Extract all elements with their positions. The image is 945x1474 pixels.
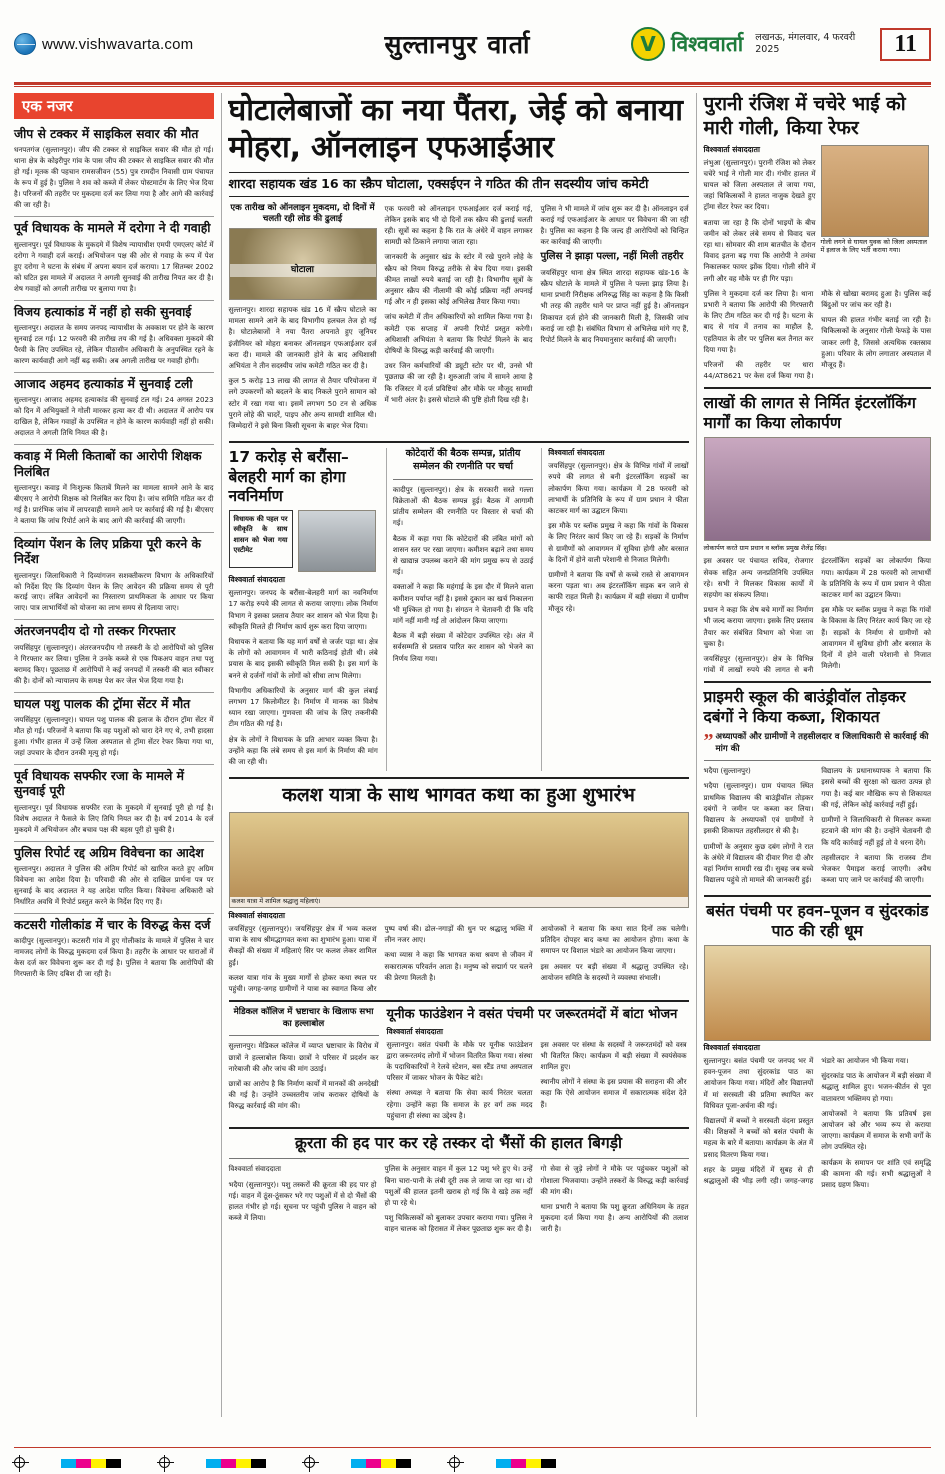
story-paragraph: सुंदरकांड पाठ के आयोजन में बड़ी संख्या में श्रद्धालु शामिल हुए। भजन-कीर्तन से पूरा वातावरण भक्तिमय हो गया। — [821, 1071, 931, 1103]
lokarpan-photo — [704, 437, 931, 541]
story-paragraph: कार्यक्रम के समापन पर शांति एवं समृद्धि की कामना की गई। सभी श्रद्धालुओं ने प्रसाद ग्रहण किया। — [821, 1157, 931, 1190]
story-paragraph: गो सेवा से जुड़े लोगों ने मौके पर पहुंचकर पशुओं को गोशाला भिजवाया। उन्होंने तस्करों के विरुद्ध कड़ी कार्रवाई की मांग की। — [540, 1164, 689, 1196]
brief-text: जयसिंहपुर (सुल्तानपुर)। अंतरजनपदीय गो तस्करी के दो आरोपियों को पुलिस ने गिरफ्तार कर लिया। पुलिस ने उनके कब्जे से एक पिकअप वाहन तथा पशु बरामद किए। पूछताछ में आरोपियों ने कई जनपदों में तस्करी की बात स्वीकार की है। दोनों को न्यायालय के समक्ष पेश कर जेल भेज दिया गया है। — [14, 642, 214, 685]
list-item[interactable] — [14, 620, 214, 692]
story-paragraph: भदैया (सुल्तानपुर)। ग्राम पंचायत स्थित प्राथमिक विद्यालय की बाउंड्रीवॉल तोड़कर दबंगों ने जमीन पर कब्जा कर लिया। विद्यालय के अध्यापकों एवं ग्रामीणों ने इसकी शिकायत तहसीलदार से की है। — [703, 781, 814, 836]
byline: विश्ववार्ता संवाददाता — [703, 1043, 760, 1053]
divider — [704, 760, 931, 761]
story-paragraph: विद्यालयों में बच्चों ने सरस्वती वंदना प्रस्तुत की। शिक्षकों ने बच्चों को बसंत पंचमी के महत्व के बारे में बताया। कार्यक्रम के अंत में प्रसाद वितरण किया गया। — [703, 1116, 814, 1159]
byline: भदैया (सुल्तानपुर) — [703, 766, 751, 776]
lead-paragraph: पुलिस ने भी मामले में जांच शुरू कर दी है। ऑनलाइन दर्ज कराई गई एफआईआर के आधार पर विवेचना की जा रही है। पुलिस का कहना है कि जल्द ही आरोपियों को चिन्हित कर कार्रवाई की जाएगी। — [540, 203, 689, 247]
list-item[interactable] — [14, 301, 214, 373]
story-paragraph: ग्रामीणों ने बताया कि वर्षों से कच्चे रास्ते से आवागमन करना पड़ता था। अब इंटरलॉकिंग सड़क बन जाने से काफी राहत मिली है। कार्यक्रम में बड़ी संख्या में ग्रामीण मौजूद रहे। — [548, 569, 689, 613]
photo-caption: गोली लगने से घायल युवक को जिला अस्पताल में इलाज के लिए भर्ती कराया गया। — [820, 237, 928, 254]
story-paragraph: बैठक में कहा गया कि कोटेदारों की लंबित मांगों को शासन स्तर पर रखा जाएगा। कमीशन बढ़ाने तथा समय से खाद्यान्न उपलब्ध कराने की मांग प्रमुख रूप से उठाई गई। — [392, 533, 534, 577]
inset-title: एक तारीख को ऑनलाइन मुकदमा, दो दिनों में चलती रही लोड की ढुलाई — [230, 202, 375, 224]
lead-sub-heading: पुलिस ने झाड़ा पल्ला, नहीं मिली तहरीर — [540, 251, 684, 263]
story-paragraph: बताया जा रहा है कि दोनों भाइयों के बीच जमीन को लेकर लंबे समय से विवाद चल रहा था। सोमवार की शाम बातचीत के दौरान विवाद इतना बढ़ गया कि आरोपी ने तमंचा निकालकर फायर झोंक दिया। गोली सीने में लगी और वह मौके पर ही गिर पड़ा। — [703, 217, 816, 283]
lead-paragraph: उधर जिन कर्मचारियों की ड्यूटी स्टोर पर थी, उनसे भी पूछताछ की जा रही है। शुरुआती जांच में सामने आया है कि रजिस्टर में दर्ज प्रविष्टियां और मौके पर मौजूद सामग्री में भारी अंतर है। इससे घोटाले की पुष्टि होती दिख रही है। — [384, 361, 533, 404]
story-paragraph: कादीपुर (सुल्तानपुर)। क्षेत्र के सरकारी सस्ते गल्ला विक्रेताओं की बैठक सम्पन्न हुई। बैठक में आगामी प्रांतीय सम्मेलन की रणनीति पर विस्तार से चर्चा की गई। — [392, 484, 534, 528]
story-paragraph: लंभुआ (सुल्तानपुर)। पुरानी रंजिश को लेकर चचेरे भाई ने गोली मार दी। गंभीर हालत में घायल को जिला अस्पताल ले जाया गया, जहां चिकित्सकों ने हालत नाजुक देखते हुए ट्रॉमा सेंटर रेफर कर दिया। — [703, 157, 816, 212]
story-paragraph: क्षेत्र के लोगों ने विधायक के प्रति आभार व्यक्त किया है। उन्होंने कहा कि लंबे समय से इस मार्ग के निर्माण की मांग की जा रही थी। — [228, 734, 378, 767]
color-bar-magenta — [366, 1459, 381, 1468]
story-paragraph: परिजनों की तहरीर पर धारा 44/AT8621 पर केस दर्ज किया गया है। मौके से खोखा बरामद हुआ है। पुलिस कई बिंदुओं पर जांच कर रही है। — [703, 288, 931, 381]
print-registration-footer — [0, 1444, 945, 1474]
globe-icon — [14, 33, 36, 55]
pull-quote: ” अध्यापकों और ग्रामीणों ने तहसीलदार व जिलाधिकारी से कार्रवाई की मांग की — [704, 731, 931, 755]
photo-caption: कलश यात्रा में शामिल श्रद्धालु महिलाएं। — [230, 897, 688, 907]
byline: विश्ववार्ता संवाददाता — [228, 911, 285, 921]
color-bar-magenta — [221, 1459, 236, 1468]
page-title: घोटालेबाजों का नया पैंतरा, जेई को बनाया मोहरा, ऑनलाइन एफआईआर — [228, 93, 683, 165]
story-paragraph: कलश यात्रा गांव के मुख्य मार्गों से होकर कथा स्थल पर पहुंची। जगह-जगह ग्रामीणों ने यात्रा का स्वागत किया और पुष्प वर्षा की। ढोल-नगाड़ों की धुन पर श्रद्धालु भक्ति में लीन नजर आए। — [228, 924, 533, 994]
brief-heading: पूर्व विधायक के मामले में दरोगा ने दी गवाही — [14, 221, 211, 236]
story-bhandara — [387, 1007, 687, 1121]
color-bar-black — [396, 1459, 411, 1468]
story-headline: कलश यात्रा के साथ भागवत कथा का हुआ शुभारंभ — [282, 784, 635, 807]
list-item[interactable] — [14, 373, 214, 445]
brief-text: सुल्तानपुर। अदालत ने पुलिस की अंतिम रिपोर्ट को खारिज करते हुए अग्रिम विवेचना का आदेश दिया है। परिवादी की ओर से दाखिल प्रार्थना पत्र पर सुनवाई के बाद अदालत ने यह आदेश पारित किया। विवेचना अधिकारी को निर्धारित अवधि में रिपोर्ट प्रस्तुत करने के निर्देश दिए गए हैं। — [14, 864, 214, 907]
registration-mark-icon — [304, 1457, 315, 1468]
byline: विश्ववार्ता संवाददाता — [548, 448, 605, 458]
story-paragraph: सुल्तानपुर। मेडिकल कॉलेज में व्याप्त भ्रष्टाचार के विरोध में छात्रों ने हल्लाबोल किया। छात्रों ने परिसर में प्रदर्शन कर नारेबाजी की और जांच की मांग उठाई। — [228, 1041, 379, 1073]
story-paragraph: सुल्तानपुर। वसंत पंचमी के मौके पर यूनीक फाउंडेशन द्वारा जरूरतमंद लोगों में भोजन वितरित किया गया। संस्था के पदाधिकारियों ने रेलवे स्टेशन, बस स्टैंड तथा अस्पताल परिसर में जाकर भोजन के पैकेट बांटे। — [386, 1039, 533, 1083]
lead-subhead: शारदा सहायक खंड 16 का स्क्रैप घोटाला, एक्सईएन ने गठित की तीन सदस्यीय जांच कमेटी — [229, 172, 689, 196]
story-baithak — [386, 448, 533, 771]
story-medical — [229, 1007, 379, 1121]
story-lokarpan — [704, 394, 931, 675]
edition-meta: लखनऊ, मंगलवार, 4 फरवरी 2025 — [755, 31, 856, 55]
second-row — [229, 448, 689, 771]
lead-story — [229, 93, 689, 435]
story-paragraph: जयसिंहपुर (सुल्तानपुर)। क्षेत्र के विभिन्न गांवों में लाखों रुपये की लागत से बनी इंटरलॉकिंग सड़कों का लोकार्पण किया गया। कार्यक्रम में 28 फरवरी को लाभार्थी के प्रतिनिधि के रूप में ग्राम प्रधान ने फीता काटकर मार्ग का उद्घाटन किया। — [548, 461, 689, 515]
registration-mark-icon — [449, 1457, 460, 1468]
story-marg — [229, 448, 378, 771]
divider — [393, 479, 533, 480]
story-paragraph: स्थानीय लोगों ने संस्था के इस प्रयास की सराहना की और कहा कि ऐसे आयोजन समाज में सकारात्मक संदेश देते हैं। — [540, 1077, 687, 1109]
brief-text: जयसिंहपुर (सुल्तानपुर)। घायल पशु पालक की इलाज के दौरान ट्रॉमा सेंटर में मौत हो गई। परिजनों ने बताया कि वह पशुओं को चारा देने गए थे, तभी हादसा हुआ। गंभीर हालत में उन्हें जिला अस्पताल से ट्रॉमा सेंटर रेफर किया गया था, जहां उपचार के दौरान उनकी मृत्यु हो गई। — [14, 715, 214, 758]
brief-text: कादीपुर (सुल्तानपुर)। कटसरी गांव में हुए गोलीकांड के मामले में पुलिस ने चार नामजद लोगों के विरुद्ध मुकदमा दर्ज किया है। तहरीर के आधार पर धाराओं में केस दर्ज कर विवेचना शुरू कर दी गई है। पुलिस ने बताया कि आरोपियों की गिरफ्तारी के लिए दबिश दी जा रही है। — [14, 936, 214, 979]
divider — [229, 1158, 689, 1159]
story-kalash — [229, 784, 689, 994]
publication-logo — [631, 27, 743, 61]
story-note: विधायक की पहल पर स्वीकृति के साथ शासन को भेजा गया एस्टीमेट — [229, 510, 293, 568]
masthead-left — [14, 33, 284, 55]
story-headline: बसंत पंचमी पर हवन–पूजन व सुंदरकांड पाठ की रही धूम — [706, 902, 929, 940]
story-paragraph: छात्रों का आरोप है कि निर्माण कार्यों में मानकों की अनदेखी की गई है। उन्होंने उच्चस्तरीय जांच कराकर दोषियों के विरुद्ध कार्रवाई की मांग की। — [228, 1079, 379, 1111]
list-item[interactable] — [14, 533, 214, 621]
byline: विश्ववार्ता संवाददाता — [703, 144, 760, 154]
story-bhains — [229, 1134, 689, 1235]
list-item[interactable] — [14, 445, 214, 533]
masthead — [0, 0, 945, 82]
brief-heading: पूर्व विधायक सफ्फीर रजा के मामले में सुनवाई पूरी — [14, 769, 185, 799]
story-paragraph: पुलिस ने मुकदमा दर्ज कर लिया है। थाना प्रभारी ने बताया कि आरोपी की गिरफ्तारी के लिए टीम गठित कर दी गई है। घटना के बाद से गांव में तनाव का माहौल है, एहतियात के तौर पर पुलिस बल तैनात कर दिया गया है। — [703, 288, 814, 354]
story-paragraph: इस अवसर पर संस्था के सदस्यों ने जरूरतमंदों को वस्त्र भी वितरित किए। कार्यक्रम में बड़ी संख्या में स्वयंसेवक शामिल हुए। — [540, 1039, 687, 1071]
mla-portrait-photo — [298, 510, 376, 572]
story-paragraph: संस्था अध्यक्ष ने बताया कि सेवा कार्य निरंतर चलता रहेगा। उन्होंने कहा कि समाज के हर वर्ग तक मदद पहुंचाना ही संस्था का उद्देश्य है। — [386, 1088, 533, 1120]
story-headline: लाखों की लागत से निर्मित इंटरलॉकिंग मार्गों का किया लोकार्पण — [703, 394, 916, 432]
logo-title: विश्ववार्ता — [671, 31, 744, 56]
lead-paragraph: जयसिंहपुर थाना क्षेत्र स्थित शारदा सहायक खंड-16 के स्क्रैप घोटाले के मामले में पुलिस ने पल्ला झाड़ लिया है। थाना प्रभारी निरीक्षक अनिरुद्ध सिंह का कहना है कि किसी भी तरह की तहरीर थाने पर प्राप्त नहीं हुई है। ऑनलाइन शिकायत दर्ज होने की जानकारी मिली है, जिसकी जांच कराई जा रही है। संबंधित विभाग से अभिलेख मांगे गए हैं, रिपोर्ट मिलने के बाद नियमानुसार कार्रवाई की जाएगी। — [540, 267, 689, 345]
ek-nazar-column — [14, 93, 214, 1417]
story-headline: 17 करोड़ से बरौंसा–बेलहरी मार्ग का होगा नवनिर्माण — [228, 448, 349, 505]
brief-text: सुल्तानपुर। अदालत के समय जनपद न्यायाधीश के अवकाश पर होने के कारण सुनवाई टल गई। 12 फरवरी की तारीख तय की गई है। अधिवक्ता मुकदमे की पैरवी के लिए उपस्थित रहे, लेकिन पीठासीन अधिकारी के अनुपस्थित रहने के कारण कार्यवाही आगे नहीं बढ़ सकी। अब अगली तारीख पर गवाही होगी। — [14, 322, 214, 365]
story-headline: क्रूरता की हद पार कर रहे तस्कर दो भैंसों की हालत बिगड़ी — [295, 1133, 622, 1152]
masthead-center — [284, 27, 631, 61]
color-bar-yellow — [236, 1459, 251, 1468]
story-paragraph: विधायक ने बताया कि यह मार्ग वर्षों से जर्जर पड़ा था। क्षेत्र के लोगों को आवागमन में भारी कठिनाई होती थी। लंबे प्रयास के बाद इसकी स्वीकृति मिल सकी है। इस मार्ग के बनने से दर्जनों गांवों के लोगों को सीधा लाभ मिलेगा। — [228, 637, 378, 680]
registration-mark-icon — [159, 1457, 170, 1468]
list-item[interactable] — [14, 217, 214, 300]
story-paragraph: कथा व्यास ने कहा कि भागवत कथा श्रवण से जीवन में सकारात्मक परिवर्तन आता है। मनुष्य को सद्मार्ग पर चलने की प्रेरणा मिलती है। — [384, 950, 533, 982]
story-paragraph: इस मौके पर ब्लॉक प्रमुख ने कहा कि गांवों के विकास के लिए निरंतर कार्य किए जा रहे हैं। सड़कों के निर्माण से ग्रामीणों को आवागमन में सुविधा होगी और बरसात के दिनों में होने वाली परेशानी से निजात मिलेगी। — [548, 521, 689, 564]
color-bar-cyan — [206, 1459, 221, 1468]
story-paragraph: ग्रामीणों ने जिलाधिकारी से मिलकर कब्जा हटवाने की मांग की है। उन्होंने चेतावनी दी कि यदि कार्रवाई नहीं हुई तो वे धरना देंगे। — [821, 815, 931, 847]
page-body — [0, 87, 945, 1417]
divider — [704, 681, 931, 683]
photo-caption: लोकार्पण करते ग्राम प्रधान व ब्लॉक प्रमुख शैलेंद्र सिंह। — [703, 544, 827, 553]
color-bar-cyan — [496, 1459, 511, 1468]
brief-text: सुल्तानपुर। आजाद अहमद हत्याकांड की सुनवाई टल गई। 24 अगस्त 2023 को दिन में अभियुक्तों ने गोली मारकर हत्या कर दी थी। अदालत में आरोप पत्र दाखिल है, लेकिन गवाहों के उपस्थित न होने के कारण कार्यवाही नहीं हो सकी। अदालत ने अगली तिथि नियत की है। — [14, 395, 214, 438]
story-paragraph: पुलिस के अनुसार वाहन में कुल 12 पशु भरे हुए थे। उन्हें बिना चारा-पानी के लंबी दूरी तक ले जाया जा रहा था। दो पशुओं की हालत इतनी खराब हो गई कि वे खड़े तक नहीं हो पा रहे थे। — [384, 1164, 533, 1207]
havan-pujan-photo — [704, 945, 931, 1041]
brief-text: सुल्तानपुर। पूर्व विधायक के मुकदमे में विशेष न्यायाधीश एमपी एमएलए कोर्ट में दरोगा ने गवाही दर्ज कराई। अभियोजन पक्ष की ओर से गवाह के रूप में पेश हुए दरोगा ने घटना के संबंध में अपना बयान दर्ज कराया। 17 सितम्बर 2002 को घटित इस मामले में अदालत ने अगली सुनवाई की तारीख नियत कर दी है। शेष गवाहों को अगली तारीख पर बुलाया गया है। — [14, 239, 214, 293]
story-paragraph: थाना प्रभारी ने बताया कि पशु क्रूरता अधिनियम के तहत मुकदमा दर्ज किया गया है। अन्य आरोपियों की तलाश जारी है। — [540, 1201, 689, 1234]
lead-paragraph: सुल्तानपुर। शारदा सहायक खंड 16 में स्क्रैप घोटाले का मामला सामने आने के बाद विभागीय हलचल तेज हो गई है। घोटालेबाजों ने नया पैंतरा अपनाते हुए जूनियर इंजीनियर को मोहरा बनाकर ऑनलाइन एफआईआर दर्ज करा दी। मामले की जानकारी होने के बाद अधिशासी अभियंता ने तीन सदस्यीय जांच कमेटी गठित कर दी है। — [228, 304, 377, 370]
masthead-rule — [14, 82, 931, 85]
story-paragraph: घायल की हालत गंभीर बताई जा रही है। चिकित्सकों के अनुसार गोली फेफड़े के पास जाकर लगी है, जिससे अत्यधिक रक्तस्राव हुआ। परिवार के लोग लगातार अस्पताल में मौजूद हैं। — [821, 315, 931, 369]
story-paragraph: सुल्तानपुर। जनपद के बरौंसा-बेलहरी मार्ग का नवनिर्माण 17 करोड़ रुपये की लागत से कराया जाएगा। लोक निर्माण विभाग ने इसका प्रस्ताव तैयार कर शासन को भेज दिया है। स्वीकृति मिलते ही निर्माण कार्य शुरू करा दिया जाएगा। — [228, 588, 378, 631]
divider — [229, 1035, 379, 1036]
brief-text: सुल्तानपुर। जिलाधिकारी ने दिव्यांगजन सशक्तीकरण विभाग के अधिकारियों को निर्देश दिए कि दिव्यांग पेंशन के लिए आवेदन की प्रक्रिया समय से पूरी कराई जाए। लंबित आवेदनों का निस्तारण प्राथमिकता के आधार पर किया जाए। पात्र लाभार्थियों को योजना का लाभ समय से दिलाया जाए। — [14, 570, 214, 613]
ek-nazar-title: एक नजर — [14, 93, 214, 119]
divider — [229, 1000, 689, 1002]
divider — [704, 387, 931, 389]
story-paragraph: सुल्तानपुर। बसंत पंचमी पर जनपद भर में हवन-पूजन तथा सुंदरकांड पाठ का आयोजन किया गया। मंदिरों और विद्यालयों में मां सरस्वती की प्रतिमा स्थापित कर विधिवत पूजा-अर्चना की गई। — [703, 1056, 814, 1110]
story-paragraph: आयोजकों ने बताया कि प्रतिवर्ष इस आयोजन को और भव्य रूप से कराया जाएगा। कार्यक्रम में समाज के सभी वर्गों के लोग उपस्थित रहे। — [821, 1108, 931, 1152]
list-item[interactable] — [14, 693, 214, 765]
story-headline: प्राइमरी स्कूल की बाउंड्रीवॉल तोड़कर दबंगों ने किया कब्जा, शिकायत — [703, 688, 906, 726]
byline: विश्ववार्ता संवाददाता — [228, 1164, 282, 1174]
story-paragraph: जयसिंहपुर (सुल्तानपुर)। क्षेत्र के विभिन्न गांवों में लाखों रुपये की लागत से बनी इंटरलॉकिंग सड़कों का लोकार्पण किया गया। कार्यक्रम में 28 फरवरी को लाभार्थी के प्रतिनिधि के रूप में ग्राम प्रधान ने फीता काटकर मार्ग का उद्घाटन किया। — [703, 556, 931, 675]
story-kicker: कोटेदारों की बैठक सम्पन्न, प्रांतीय सम्मेलन की रणनीति पर चर्चा — [405, 448, 521, 472]
story-paragraph: आयोजकों ने बताया कि कथा सात दिनों तक चलेगी। प्रतिदिन दोपहर बाद कथा का आयोजन होगा। कथा के समापन पर विशाल भंडारे का आयोजन किया जाएगा। — [540, 924, 689, 956]
divider — [229, 777, 689, 779]
story-primary — [704, 688, 931, 889]
color-bar-group — [61, 1459, 121, 1468]
lead-paragraph: एक फरवरी को ऑनलाइन एफआईआर दर्ज कराई गई, लेकिन इसके बाद भी दो दिनों तक स्क्रैप की ढुलाई चलती रही। सूत्रों का कहना है कि रात के अंधेरे में वाहन लगाकर सामग्री को ठिकाने लगाया जाता रहा। — [384, 203, 533, 247]
color-bar-black — [106, 1459, 121, 1468]
list-item[interactable] — [14, 842, 214, 914]
color-bar-yellow — [526, 1459, 541, 1468]
color-bar-black — [541, 1459, 556, 1468]
brief-heading: कटसरी गोलीकांड में चार के विरुद्ध केस दर्ज — [14, 918, 211, 933]
injured-youth-photo — [821, 145, 929, 237]
vishwavarta-logo-icon: V — [631, 27, 665, 61]
color-bar-cyan — [61, 1459, 76, 1468]
kalash-yatra-photo — [229, 812, 689, 908]
color-bar-yellow — [91, 1459, 106, 1468]
story-ranjish — [704, 93, 931, 381]
list-item[interactable] — [14, 123, 214, 217]
brief-heading: कवाड़ में मिली किताबों का आरोपी शिक्षक निलंबित — [14, 449, 202, 479]
divider — [229, 1127, 689, 1129]
brief-heading: आजाद अहमद हत्याकांड में सुनवाई टली — [14, 376, 193, 391]
lead-paragraph: कुल 5 करोड़ 13 लाख की लागत से तैयार परियोजना में लगे उपकरणों को बदलने के बाद निकले पुराने सामान को स्टोर में रखा गया था। इसमें लगभग 50 टन से अधिक पुराने लोहे की चादरें, पाइप और अन्य सामग्री शामिल थी। जिम्मेदारों ने इसे बिना किसी सूचना के बाहर भेज दिया। — [228, 376, 377, 430]
main-column — [221, 93, 689, 1417]
list-item[interactable] — [14, 765, 214, 842]
story-paragraph: भदैया (सुल्तानपुर)। पशु तस्करों की क्रूरता की हद पार हो गई। वाहन में ठूंस-ठूंसकर भरे गए पशुओं में से दो भैंसों की हालत गंभीर हो गई। सूचना पर पहुंची पुलिस ने वाहन को कब्जे में लिया। — [228, 1179, 377, 1223]
color-bar-group — [206, 1459, 266, 1468]
color-bar-cyan — [351, 1459, 366, 1468]
brief-heading: दिव्यांग पेंशन के लिए प्रक्रिया पूरी करने के निर्देश — [14, 536, 201, 567]
right-column — [696, 93, 931, 1417]
brief-heading: जीप से टक्कर में साइकिल सवार की मौत — [14, 127, 199, 141]
story-paragraph: जयसिंहपुर (सुल्तानपुर)। जयसिंहपुर क्षेत्र में भव्य कलश यात्रा के साथ श्रीमद्भागवत कथा का शुभारंभ हुआ। यात्रा में सैकड़ों की संख्या में महिलाएं सिर पर कलश लेकर शामिल हुईं। — [228, 924, 377, 967]
story-paragraph: इस अवसर पर बड़ी संख्या में श्रद्धालु उपस्थित रहे। आयोजन समिति के सदस्यों ने व्यवस्था संभाली। — [540, 961, 689, 982]
brief-heading: घायल पशु पालक की ट्रॉमा सेंटर में मौत — [14, 696, 191, 711]
color-bar-black — [251, 1459, 266, 1468]
story-basant — [704, 902, 931, 1190]
story-paragraph: विद्यालय के प्रधानाध्यापक ने बताया कि इससे बच्चों की सुरक्षा को खतरा उत्पन्न हो गया है। कई बार मौखिक रूप से शिकायत की गई, लेकिन कोई कार्रवाई नहीं हुई। — [821, 766, 931, 809]
color-bar-magenta — [511, 1459, 526, 1468]
logo-text — [671, 33, 743, 55]
story-headline: यूनीक फाउंडेशन ने वसंत पंचमी पर जरूरतमंदों में बांटा भोजन — [386, 1007, 678, 1023]
story-paragraph: बैठक में बड़ी संख्या में कोटेदार उपस्थित रहे। अंत में सर्वसम्मति से प्रस्ताव पारित कर शासन को भेजने का निर्णय लिया गया। — [392, 631, 534, 663]
story-kicker: मेडिकल कॉलिज में भ्रष्टाचार के खिलाफ सभा का हल्लाबोल — [233, 1007, 374, 1029]
brief-heading: विजय हत्याकांड में नहीं हो सकी सुनवाई — [14, 304, 192, 319]
byline: विश्ववार्ता संवाददाता — [386, 1026, 443, 1036]
medical-row — [229, 1007, 689, 1121]
story-paragraph: इस अवसर पर पंचायत सचिव, रोजगार सेवक सहित अन्य जनप्रतिनिधि उपस्थित रहे। सभी ने मिलकर विकास कार्यों में सहयोग का संकल्प लिया। — [703, 556, 814, 600]
photo-caption: घोटाला — [230, 264, 376, 277]
story-lokarpan-text — [541, 448, 688, 771]
masthead-right — [631, 27, 931, 61]
story-paragraph: विभागीय अधिकारियों के अनुसार मार्ग की कुल लंबाई लगभग 17 किलोमीटर है। निर्माण में मानक का विशेष ध्यान रखा जाएगा। गुणवत्ता की जांच के लिए तकनीकी टीम गठित की गई है। — [228, 685, 378, 729]
brief-heading: पुलिस रिपोर्ट रद्द अग्रिम विवेचना का आदेश — [14, 845, 204, 860]
registration-mark-icon — [14, 1457, 25, 1468]
color-bar-yellow — [381, 1459, 396, 1468]
lead-paragraph: जानकारी के अनुसार खंड के स्टोर में रखे पुराने लोहे के स्क्रैप को नियम विरुद्ध तरीके से बेच दिया गया। इसकी कीमत लाखों रुपये बताई जा रही है। विभागीय सूत्रों के अनुसार स्क्रैप की नीलामी की कोई प्रक्रिया नहीं अपनाई गई और न ही इसका कोई अभिलेख तैयार किया गया। — [384, 252, 533, 307]
edition-title: सुल्तानपुर वार्ता — [384, 30, 531, 59]
color-bar-group — [496, 1459, 556, 1468]
divider — [229, 441, 689, 443]
scrap-photo — [229, 228, 377, 300]
site-url[interactable]: www.vishwavarta.com — [42, 35, 194, 53]
story-paragraph: वक्ताओं ने कहा कि महंगाई के इस दौर में मिलने वाला कमीशन पर्याप्त नहीं है। इससे दुकान का खर्च निकालना भी मुश्किल हो गया है। संगठन ने चेतावनी दी कि यदि मांगें नहीं मानी गईं तो आंदोलन किया जाएगा। — [392, 582, 534, 625]
color-bar-magenta — [76, 1459, 91, 1468]
story-paragraph: तहसीलदार ने बताया कि राजस्व टीम भेजकर पैमाइश कराई जाएगी। अवैध कब्जा पाए जाने पर कार्रवाई की जाएगी। — [821, 852, 931, 885]
brief-text: धनपतगंज (सुल्तानपुर)। जीप की टक्कर से साइकिल सवार की मौत हो गई। थाना क्षेत्र के कोइरीपुर गांव के पास जीप की टक्कर से साइकिल सवार की मौत हो गई। मृतक की पहचान रामसजीवन (55) पुत्र रामदीन निवासी ग्राम पंचायत के रूप में हुई है। पुलिस ने शव को कब्जे में लेकर पोस्टमार्टम के लिए भेज दिया है। परिजनों की तहरीर पर मुकदमा दर्ज कर लिया गया है और आगे की कार्रवाई की जा रही है। — [14, 145, 214, 210]
list-item[interactable] — [14, 914, 214, 985]
brief-text: सुल्तानपुर। पूर्व विधायक सफ्फीर रजा के मुकदमे में सुनवाई पूरी हो गई है। विशेष अदालत ने फैसले के लिए तिथि नियत कर दी है। वर्ष 2014 के दर्ज मुकदमे में अभियोजन और बचाव पक्ष की बहस पूरी हो चुकी है। — [14, 802, 214, 834]
byline: विश्ववार्ता संवाददाता — [228, 575, 285, 585]
color-bar-group — [351, 1459, 411, 1468]
divider — [704, 895, 931, 897]
brief-heading: अंतरजनपदीय दो गो तस्कर गिरफ्तार — [14, 624, 176, 639]
story-paragraph: इस मौके पर ब्लॉक प्रमुख ने कहा कि गांवों के विकास के लिए निरंतर कार्य किए जा रहे हैं। सड़कों के निर्माण से ग्रामीणों को आवागमन में सुविधा होगी और बरसात के दिनों में होने वाली परेशानी से निजात मिलेगी। — [821, 605, 931, 671]
story-paragraph: शहर के प्रमुख मंदिरों में सुबह से ही श्रद्धालुओं की भीड़ लगी रही। जगह-जगह भंडारे का आयोजन भी किया गया। — [703, 1056, 909, 1186]
brief-text: सुल्तानपुर। कवाड़ में निःशुल्क किताबें मिलने का मामला सामने आने के बाद बीएसए ने आरोपी शिक्षक को निलंबित कर दिया है। जांच समिति गठित कर दी गई है। प्रारंभिक जांच में लापरवाही सामने आने पर कार्रवाई की गई है। बीएसए ने बताया कि जांच रिपोर्ट आने के बाद आगे की कार्रवाई की जाएगी। — [14, 482, 214, 525]
story-paragraph: पशु चिकित्सकों को बुलाकर उपचार कराया गया। पुलिस ने वाहन चालक को हिरासत में लेकर पूछताछ शुरू कर दी है। — [384, 1213, 533, 1234]
story-paragraph: ग्रामीणों के अनुसार कुछ दबंग लोगों ने रात के अंधेरे में विद्यालय की दीवार गिरा दी और वहां निर्माण सामग्री रख दी। सुबह जब बच्चे विद्यालय पहुंचे तो मामले की जानकारी हुई। — [703, 841, 814, 885]
lead-paragraph: जांच कमेटी में तीन अधिकारियों को शामिल किया गया है। कमेटी एक सप्ताह में अपनी रिपोर्ट प्रस्तुत करेगी। अधिशासी अभियंता ने बताया कि रिपोर्ट मिलने के बाद दोषियों के विरुद्ध कड़ी कार्रवाई की जाएगी। — [384, 312, 533, 355]
page-number: 11 — [880, 28, 931, 61]
story-headline: पुरानी रंजिश में चचेरे भाई को मारी गोली, किया रेफर — [703, 93, 906, 139]
story-paragraph: प्रधान ने कहा कि शेष बचे मार्गों का निर्माण भी जल्द कराया जाएगा। इसके लिए प्रस्ताव तैयार कर संबंधित विभाग को भेजा जा चुका है। — [703, 605, 814, 648]
